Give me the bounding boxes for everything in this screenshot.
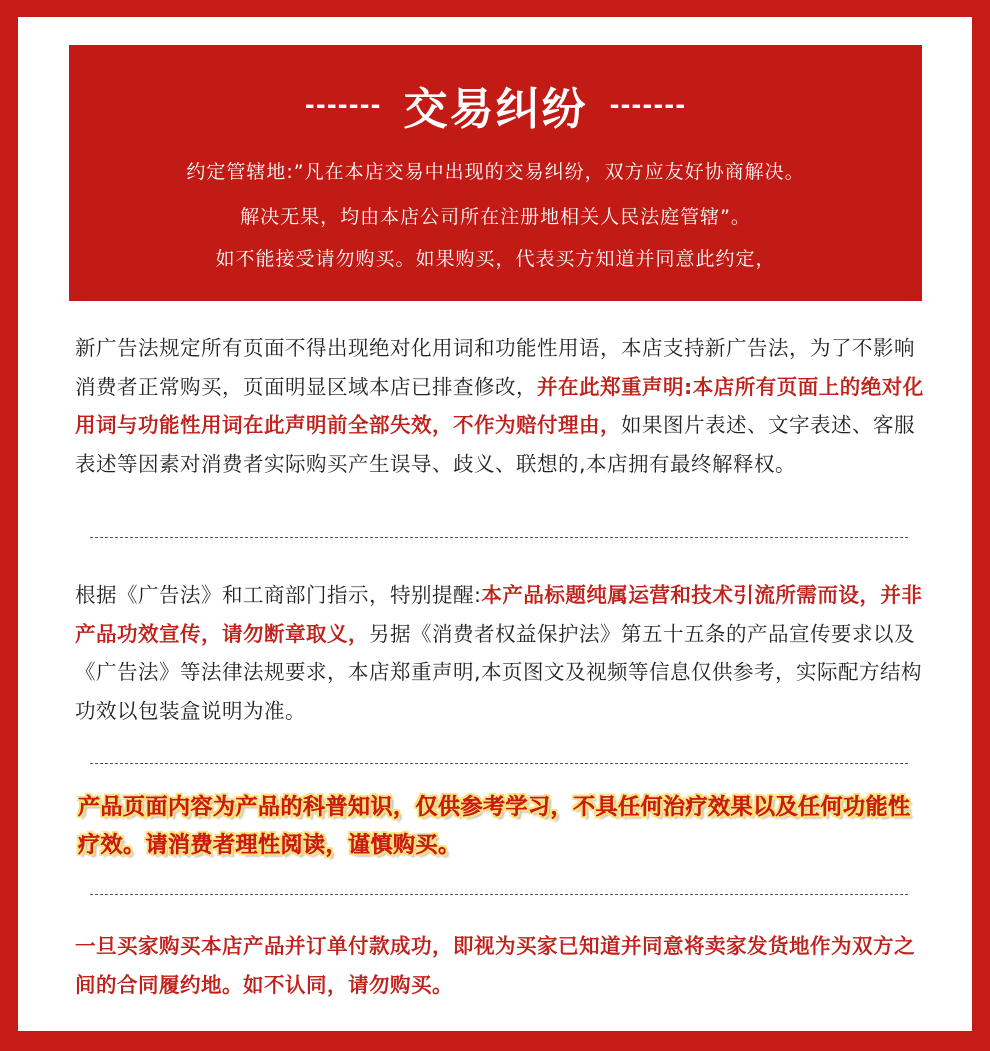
page-frame [18, 17, 972, 1031]
jurisdiction-line-1: 约定管辖地:”凡在本店交易中出现的交易纠纷，双方应友好协商解决。 [186, 161, 805, 183]
jurisdiction-line-3: 如不能接受请勿购买。如果购买，代表买方知道并同意此约定， [215, 248, 776, 270]
divider [90, 894, 908, 895]
contract-place-statement: 一旦买家购买本店产品并订单付款成功，即视为买家已知道并同意将卖家发货地作为双方之间的合同履约地。如不认同，请勿购买。 [75, 934, 915, 997]
title-dash-right: ------- [609, 91, 687, 119]
advertising-law-statement [75, 329, 925, 483]
advertising-law-text-2: 如果图片表述、文字表述、客服表述等因素对消费者实际购买产生误导、歧义、联想的,本店拥有最终解释权。 [75, 413, 915, 476]
title-disclaimer-text-2: 另据《消费者权益保护法》第五十五条的产品宣传要求以及《广告法》等法律法规要求，本店郑重声明,本页图文及视频等信息仅供参考，实际配方结构功效以包装盒说明为准。 [75, 621, 923, 723]
divider [90, 537, 908, 538]
divider [90, 763, 908, 764]
page-title: 交易纠纷 [403, 84, 588, 135]
title-disclaimer-text: 根据《广告法》和工商部门指示，特别提醒: [75, 583, 482, 607]
jurisdiction-line-2: 解决无果，均由本店公司所在注册地相关人民法庭管辖”。 [240, 206, 751, 228]
advertising-law-highlight: 并在此郑重声明:本店所有页面上的绝对化用词与功能性用词在此声明前全部失效，不作为赔付理由， [75, 374, 924, 437]
title-disclaimer [75, 576, 925, 730]
title-row [69, 75, 922, 135]
advertising-law-text: 新广告法规定所有页面不得出现绝对化用词和功能性用语，本店支持新广告法，为了不影响消费者正常购买，页面明显区域本店已排查修改， [75, 336, 915, 399]
science-notice: 产品页面内容为产品的科普知识，仅供参考学习，不具任何治疗效果以及任何功能性疗效。请消费者理性阅读，谨慎购买。 [78, 795, 911, 858]
dispute-header-box [69, 45, 922, 301]
title-dash-left: ------- [304, 91, 382, 119]
title-disclaimer-highlight: 本产品标题纯属运营和技术引流所需而设，并非产品功效宣传，请勿断章取义， [75, 583, 923, 646]
